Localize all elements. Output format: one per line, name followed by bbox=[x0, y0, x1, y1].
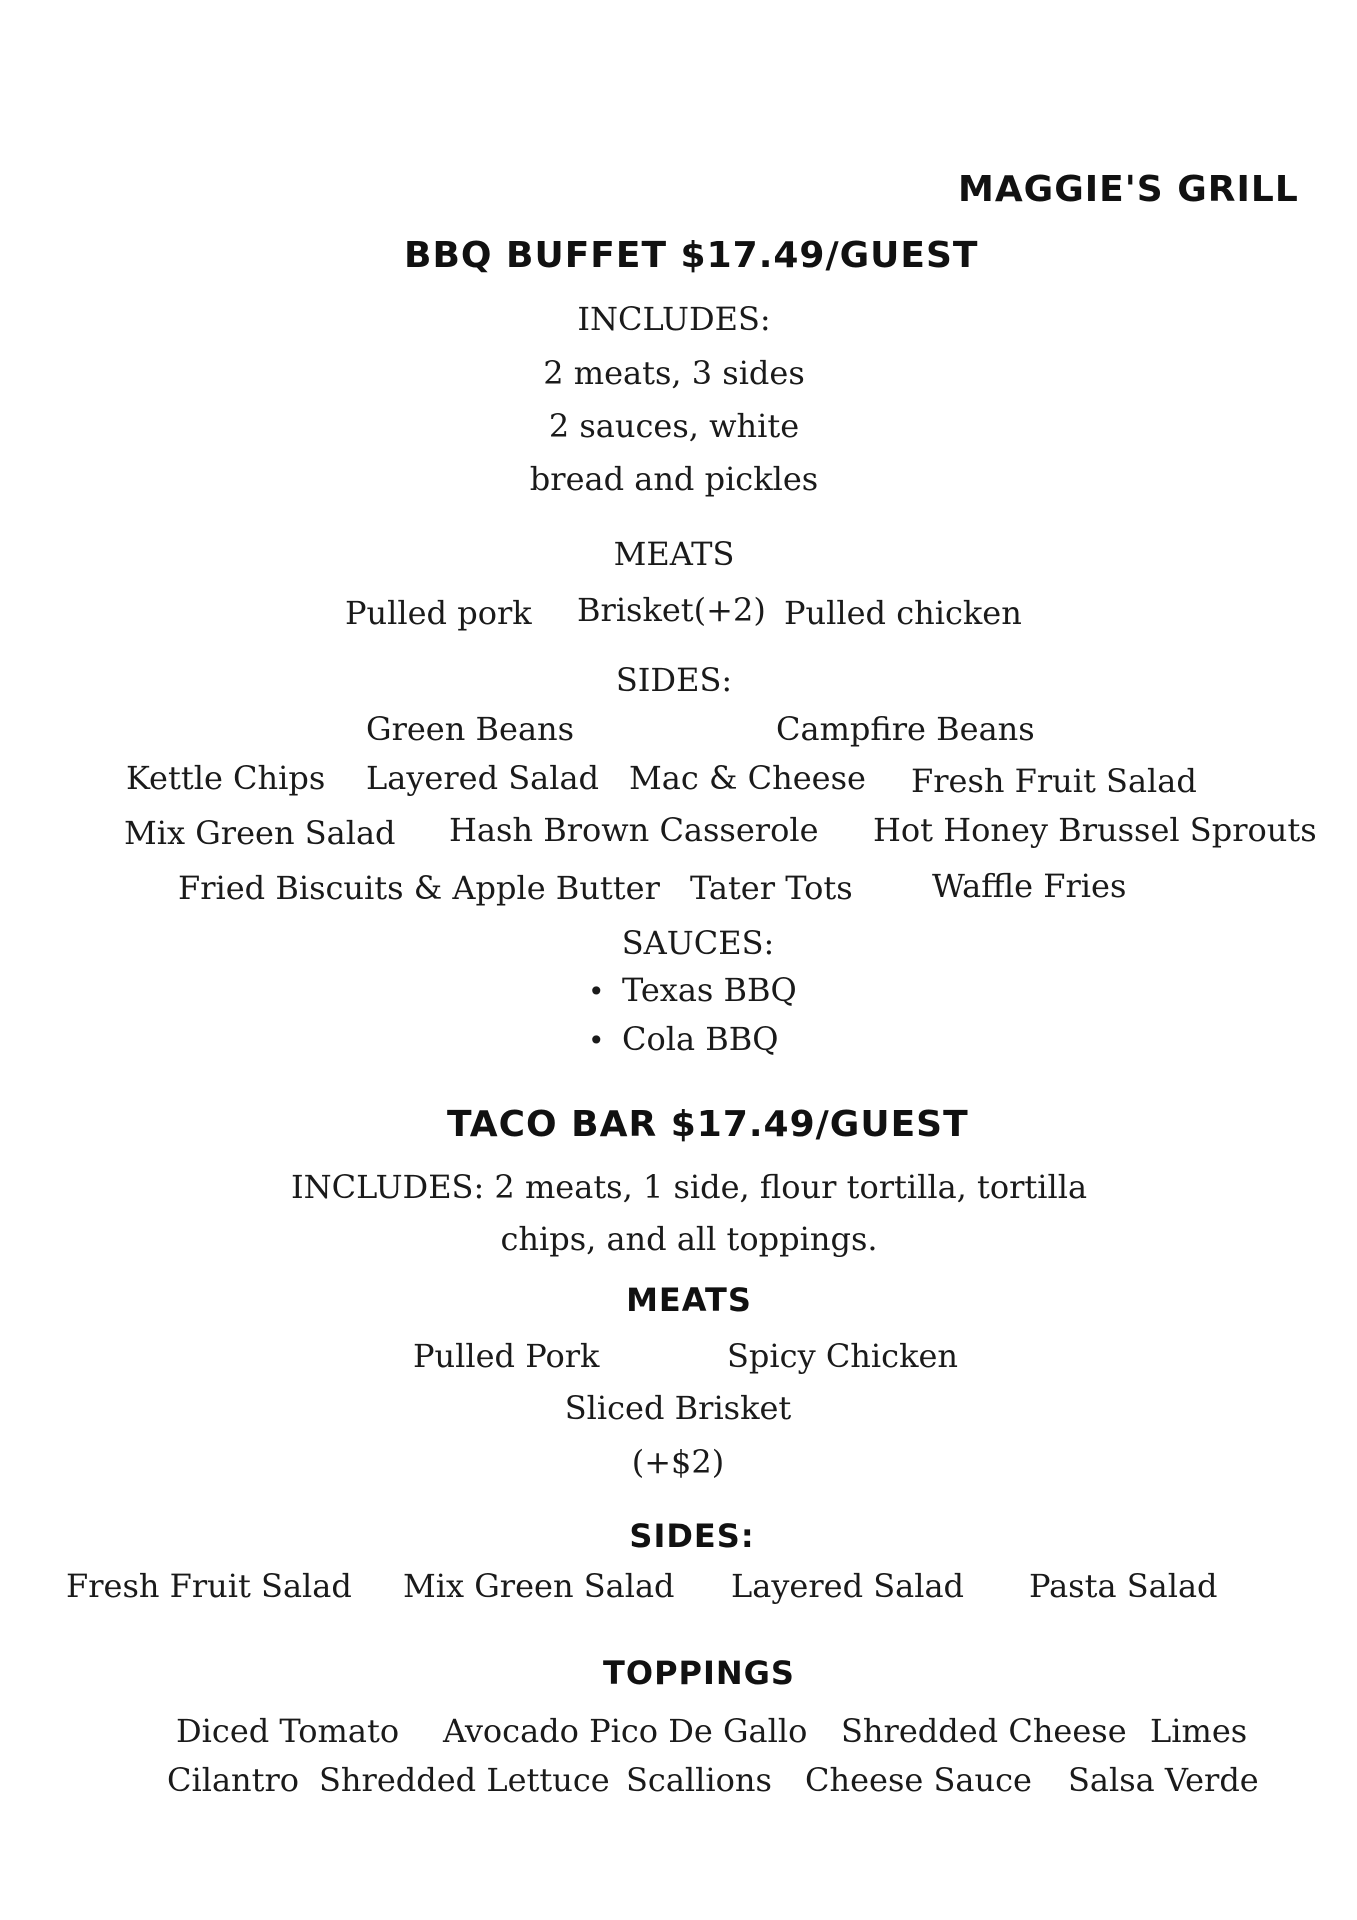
bbq-sauces-heading: SAUCES: bbox=[621, 924, 775, 962]
taco-side-item: Pasta Salad bbox=[1029, 1567, 1218, 1605]
bbq-meat-item: Pulled chicken bbox=[784, 594, 1022, 632]
bbq-meats-heading: MEATS bbox=[613, 535, 735, 573]
bbq-side-item: Campfire Beans bbox=[776, 710, 1035, 748]
topping-item: Cilantro bbox=[167, 1761, 300, 1799]
list-item bbox=[588, 966, 797, 1015]
taco-meat-item: (+$2) bbox=[631, 1443, 725, 1481]
bbq-meat-item: Pulled pork bbox=[345, 594, 532, 632]
taco-meats-heading: MEATS bbox=[626, 1281, 752, 1319]
bbq-side-item: Mix Green Salad bbox=[124, 814, 396, 852]
bbq-includes-line: 2 sauces, white bbox=[548, 407, 800, 445]
bbq-side-item: Waffle Fries bbox=[932, 867, 1127, 905]
bbq-sauce-item: Texas BBQ bbox=[622, 971, 797, 1009]
bbq-side-item: Fried Biscuits & Apple Butter bbox=[178, 869, 660, 907]
topping-item: Cheese Sauce bbox=[805, 1761, 1032, 1799]
restaurant-name: MAGGIE'S GRILL bbox=[958, 169, 1299, 210]
bbq-side-item: Layered Salad bbox=[366, 759, 600, 797]
taco-includes-line: INCLUDES: 2 meats, 1 side, flour tortilla, tortilla bbox=[290, 1168, 1088, 1206]
bbq-side-item: Hot Honey Brussel Sprouts bbox=[873, 811, 1317, 849]
bbq-meat-item: Brisket(+2) bbox=[577, 591, 766, 629]
topping-item: Limes bbox=[1150, 1712, 1248, 1750]
taco-meat-item: Sliced Brisket bbox=[564, 1389, 792, 1427]
topping-item: Shredded Cheese bbox=[841, 1712, 1127, 1750]
taco-side-item: Fresh Fruit Salad bbox=[66, 1567, 352, 1605]
topping-item: Shredded Lettuce bbox=[319, 1761, 610, 1799]
topping-item: Avocado Pico De Gallo bbox=[443, 1712, 808, 1750]
taco-meat-item: Spicy Chicken bbox=[727, 1337, 958, 1375]
topping-item: Diced Tomato bbox=[176, 1712, 400, 1750]
bbq-side-item: Kettle Chips bbox=[126, 759, 326, 797]
bbq-includes-line: INCLUDES: bbox=[577, 300, 771, 338]
taco-meat-item: Pulled Pork bbox=[413, 1337, 600, 1375]
taco-toppings-heading: TOPPINGS bbox=[603, 1654, 795, 1692]
bbq-side-item: Hash Brown Casserole bbox=[449, 811, 819, 849]
bbq-side-item: Tater Tots bbox=[690, 869, 853, 907]
bbq-sauces-list bbox=[588, 966, 797, 1064]
taco-side-item: Mix Green Salad bbox=[403, 1567, 675, 1605]
bbq-side-item: Fresh Fruit Salad bbox=[911, 762, 1197, 800]
bbq-side-item: Mac & Cheese bbox=[629, 759, 866, 797]
bullet-icon: • bbox=[588, 1024, 605, 1057]
taco-side-item: Layered Salad bbox=[731, 1567, 965, 1605]
bbq-includes-line: bread and pickles bbox=[529, 460, 819, 498]
bbq-buffet-title: BBQ BUFFET $17.49/GUEST bbox=[404, 235, 979, 276]
bbq-sauce-item: Cola BBQ bbox=[622, 1020, 779, 1058]
topping-item: Scallions bbox=[626, 1761, 772, 1799]
taco-includes-line: chips, and all toppings. bbox=[500, 1220, 878, 1258]
bbq-side-item: Green Beans bbox=[366, 710, 575, 748]
bbq-includes-line: 2 meats, 3 sides bbox=[543, 354, 805, 392]
taco-bar-title: TACO BAR $17.49/GUEST bbox=[447, 1104, 969, 1145]
bullet-icon: • bbox=[588, 975, 605, 1008]
topping-item: Salsa Verde bbox=[1068, 1761, 1259, 1799]
taco-sides-heading: SIDES: bbox=[629, 1517, 755, 1555]
bbq-sides-heading: SIDES: bbox=[615, 661, 733, 699]
list-item bbox=[588, 1015, 797, 1064]
